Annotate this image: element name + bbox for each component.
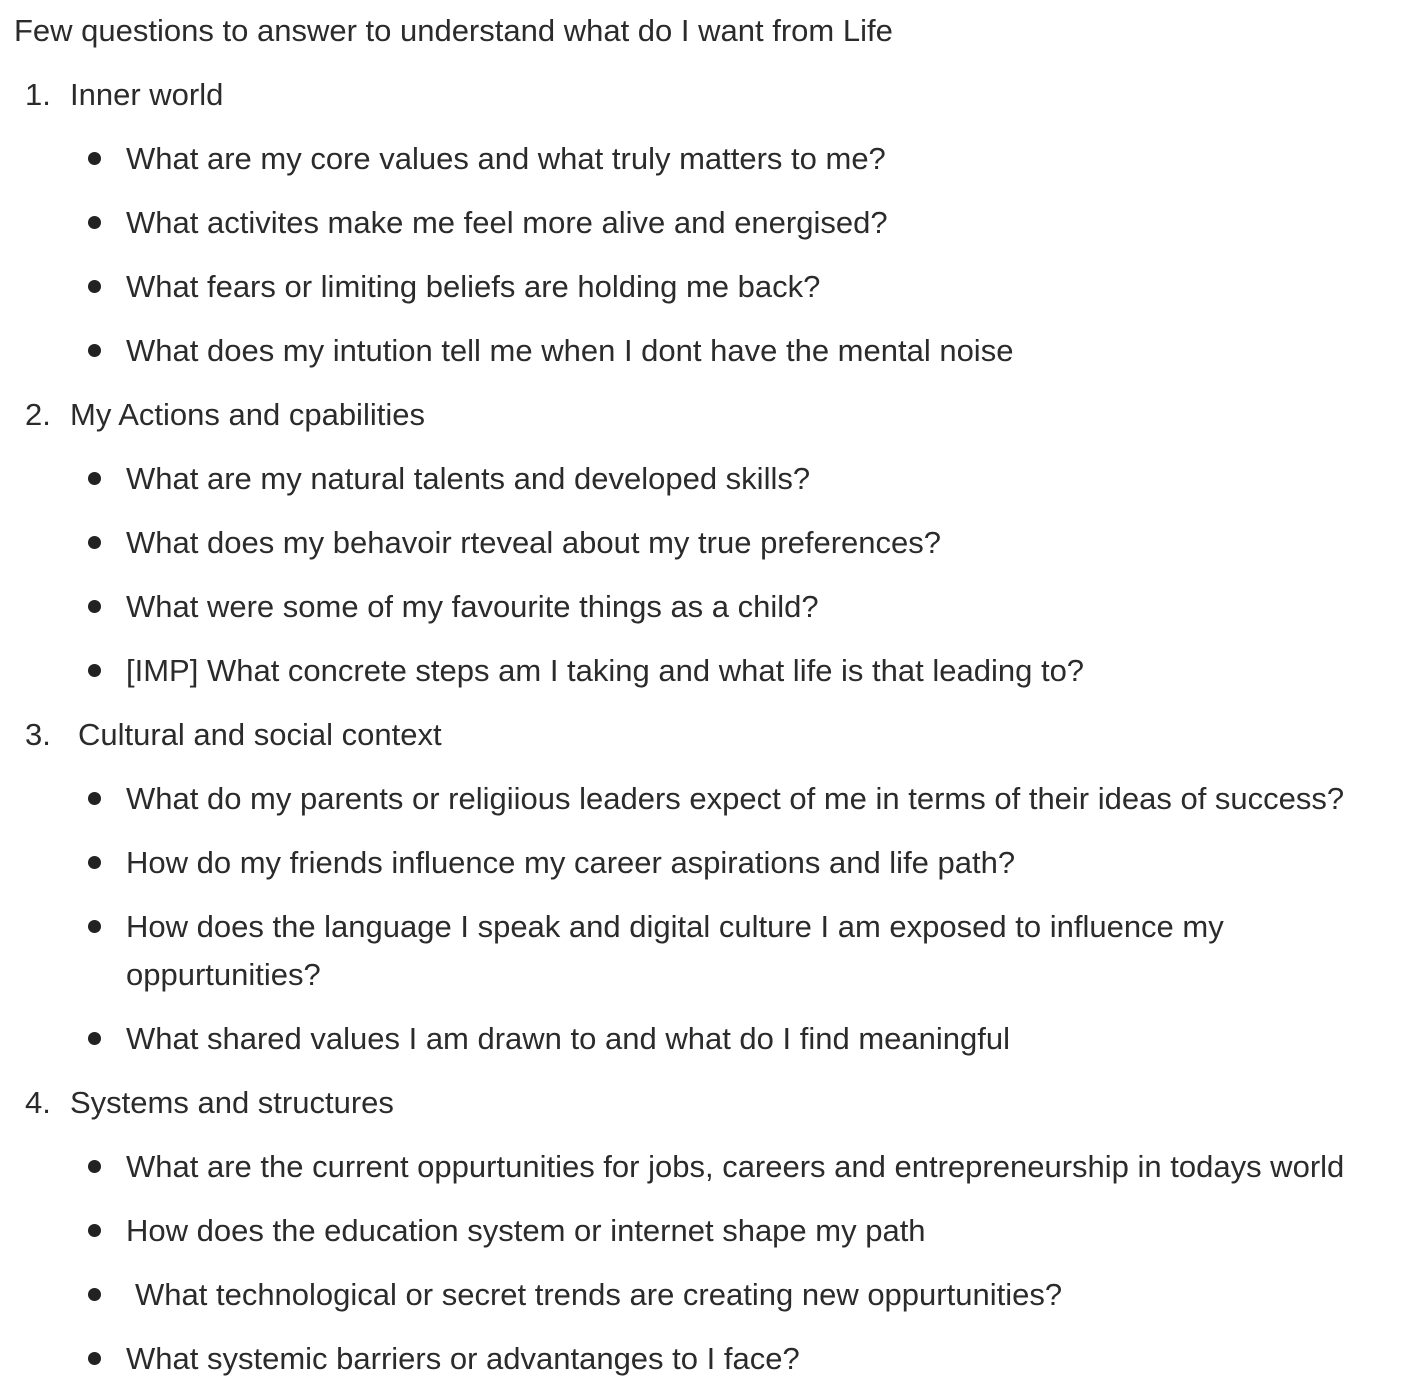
list-item: What do my parents or religiious leaders expect of me in terms of their ideas of success? xyxy=(126,781,1345,816)
bullet-icon xyxy=(88,1160,101,1173)
intro-text: Few questions to answer to understand what do I want from Life xyxy=(14,13,893,48)
bullet-icon xyxy=(88,280,101,293)
list-item: How does the language I speak and digital culture I am exposed to influence my oppurtunities? xyxy=(126,909,1224,992)
bullet-icon xyxy=(88,856,101,869)
list-item: How does the education system or internet shape my path xyxy=(126,1213,926,1248)
bullet-icon xyxy=(88,1032,101,1045)
bullet-icon xyxy=(88,152,101,165)
section-number: 3. xyxy=(25,717,51,752)
bullet-icon xyxy=(88,344,101,357)
list-item: What technological or secret trends are creating new oppurtunities? xyxy=(135,1277,1063,1312)
list-item: What are the current oppurtunities for jobs, careers and entrepreneurship in todays world xyxy=(126,1149,1345,1184)
list-item: What fears or limiting beliefs are holding me back? xyxy=(126,269,821,304)
list-item: What are my core values and what truly matters to me? xyxy=(126,141,886,176)
bullet-icon xyxy=(88,472,101,485)
bullet-icon xyxy=(88,600,101,613)
bullet-icon xyxy=(88,536,101,549)
list-item: What were some of my favourite things as a child? xyxy=(126,589,819,624)
bullet-icon xyxy=(88,920,101,933)
list-item: What does my intution tell me when I dont have the mental noise xyxy=(126,333,1014,368)
bullet-icon xyxy=(88,664,101,677)
list-item: [IMP] What concrete steps am I taking and what life is that leading to? xyxy=(126,653,1085,688)
bullet-icon xyxy=(88,792,101,805)
list-item: What does my behavoir rteveal about my true preferences? xyxy=(126,525,942,560)
section-number: 4. xyxy=(25,1085,51,1120)
section-number: 1. xyxy=(25,77,51,112)
section-title-cultural-social: Cultural and social context xyxy=(78,717,442,752)
bullet-icon xyxy=(88,216,101,229)
bullet-icon xyxy=(88,1352,101,1365)
section-title-actions-capabilities: My Actions and cpabilities xyxy=(70,397,425,432)
section-title-inner-world: Inner world xyxy=(70,77,224,112)
list-item: What are my natural talents and developed skills? xyxy=(126,461,811,496)
list-item: What shared values I am drawn to and what do I find meaningful xyxy=(126,1021,1010,1056)
bullet-icon xyxy=(88,1288,101,1301)
list-item: How do my friends influence my career aspirations and life path? xyxy=(126,845,1016,880)
list-item: What systemic barriers or advantanges to I face? xyxy=(126,1341,800,1376)
section-title-systems-structures: Systems and structures xyxy=(70,1085,394,1120)
section-number: 2. xyxy=(25,397,51,432)
list-item: What activites make me feel more alive and energised? xyxy=(126,205,888,240)
bullet-icon xyxy=(88,1224,101,1237)
